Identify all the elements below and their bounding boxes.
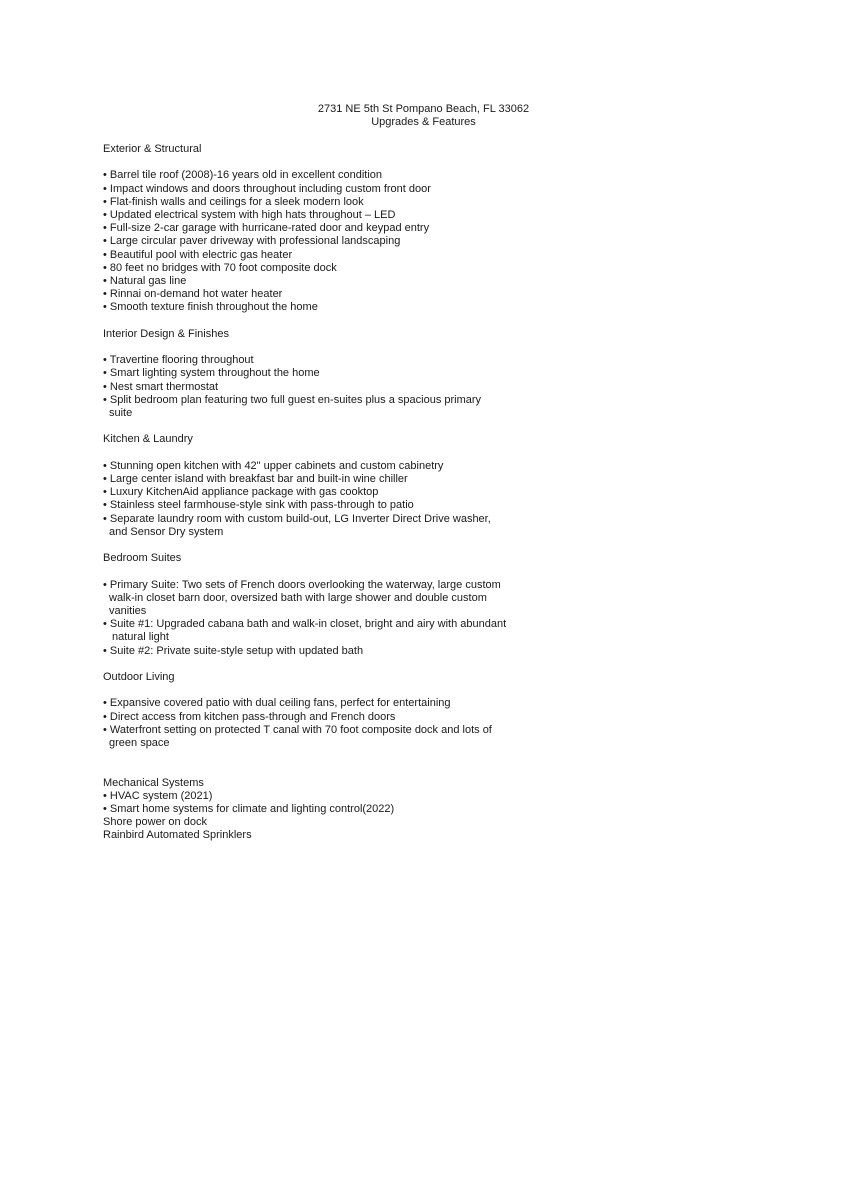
list-item-continuation: natural light <box>112 631 169 644</box>
list-item <box>103 579 543 619</box>
list-item: • Full-size 2-car garage with hurricane-rated door and keypad entry <box>103 222 430 235</box>
list-item-continuation: suite <box>109 407 133 420</box>
section-title-outdoor: Outdoor Living <box>103 671 175 683</box>
list-item: • Natural gas line <box>103 275 187 288</box>
list-item-text: • Separate laundry room with custom build-out, LG Inverter Direct Drive washer, <box>103 512 491 525</box>
list-item: • Smart lighting system throughout the home <box>103 367 320 380</box>
list-item: • Impact windows and doors throughout including custom front door <box>103 182 431 195</box>
list-item: • Beautiful pool with electric gas heater <box>103 248 293 261</box>
list-item: • Stainless steel farmhouse-style sink with pass-through to patio <box>103 499 414 512</box>
list-item: • Large center island with breakfast bar and built-in wine chiller <box>103 473 408 485</box>
list-item: • Flat-finish walls and ceilings for a sleek modern look <box>103 195 364 208</box>
list-item: • Direct access from kitchen pass-through and French doors <box>103 710 396 723</box>
list-item: • 80 feet no bridges with 70 foot composite dock <box>103 261 337 274</box>
outdoor-list <box>103 697 543 750</box>
list-item: • HVAC system (2021) <box>103 789 213 802</box>
kitchen-list <box>103 460 543 539</box>
list-item-continuation: vanities <box>109 605 147 617</box>
list-item: • Rinnai on-demand hot water heater <box>103 288 283 301</box>
list-item: • Smooth texture finish throughout the home <box>103 301 318 314</box>
property-address: 2731 NE 5th St Pompano Beach, FL 33062 <box>317 103 530 115</box>
list-item: • Large circular paver driveway with professional landscaping <box>103 235 401 248</box>
exterior-list <box>103 169 543 314</box>
section-title-interior: Interior Design & Finishes <box>103 327 229 340</box>
list-item: • Travertine flooring throughout <box>103 354 254 367</box>
list-item: • Expansive covered patio with dual ceiling fans, perfect for entertaining <box>103 697 451 710</box>
document-subtitle: Upgrades & Features <box>371 116 476 129</box>
section-title-mechanical: Mechanical Systems <box>103 776 204 789</box>
list-item: • Barrel tile roof (2008)-16 years old in excellent condition <box>103 169 382 182</box>
list-item <box>103 724 543 750</box>
list-item-text: • Primary Suite: Two sets of French doors overlooking the waterway, large custom <box>103 578 501 591</box>
list-item-continuation: and Sensor Dry system <box>109 525 224 538</box>
document-header <box>300 103 547 129</box>
list-item <box>103 513 543 539</box>
bedroom-list <box>103 579 543 658</box>
list-item: • Luxury KitchenAid appliance package with gas cooktop <box>103 486 379 499</box>
mechanical-list <box>103 790 543 843</box>
list-item: Rainbird Automated Sprinklers <box>103 829 252 842</box>
list-item: • Nest smart thermostat <box>103 380 219 393</box>
list-item: • Smart home systems for climate and lighting control(2022) <box>103 802 395 815</box>
section-title-kitchen: Kitchen & Laundry <box>103 433 193 446</box>
list-item <box>103 618 543 644</box>
list-item-continuation: green space <box>109 737 170 749</box>
list-item-text: • Suite #1: Upgraded cabana bath and walk-in closet, bright and airy with abundant <box>103 618 507 631</box>
interior-list <box>103 354 543 420</box>
document-body <box>103 143 543 843</box>
list-item: • Updated electrical system with high hats throughout – LED <box>103 209 396 221</box>
list-item: • Suite #2: Private suite-style setup with updated bath <box>103 644 364 657</box>
list-item-text: • Waterfront setting on protected T canal with 70 foot composite dock and lots of <box>103 723 492 736</box>
list-item: • Stunning open kitchen with 42" upper cabinets and custom cabinetry <box>103 459 444 472</box>
section-title-bedroom: Bedroom Suites <box>103 552 182 565</box>
list-item-continuation: walk-in closet barn door, oversized bath with large shower and double custom <box>109 591 487 604</box>
list-item <box>103 394 543 420</box>
section-title-exterior: Exterior & Structural <box>103 143 202 155</box>
list-item-text: • Split bedroom plan featuring two full guest en-suites plus a spacious primary <box>103 393 482 406</box>
list-item: Shore power on dock <box>103 816 207 829</box>
